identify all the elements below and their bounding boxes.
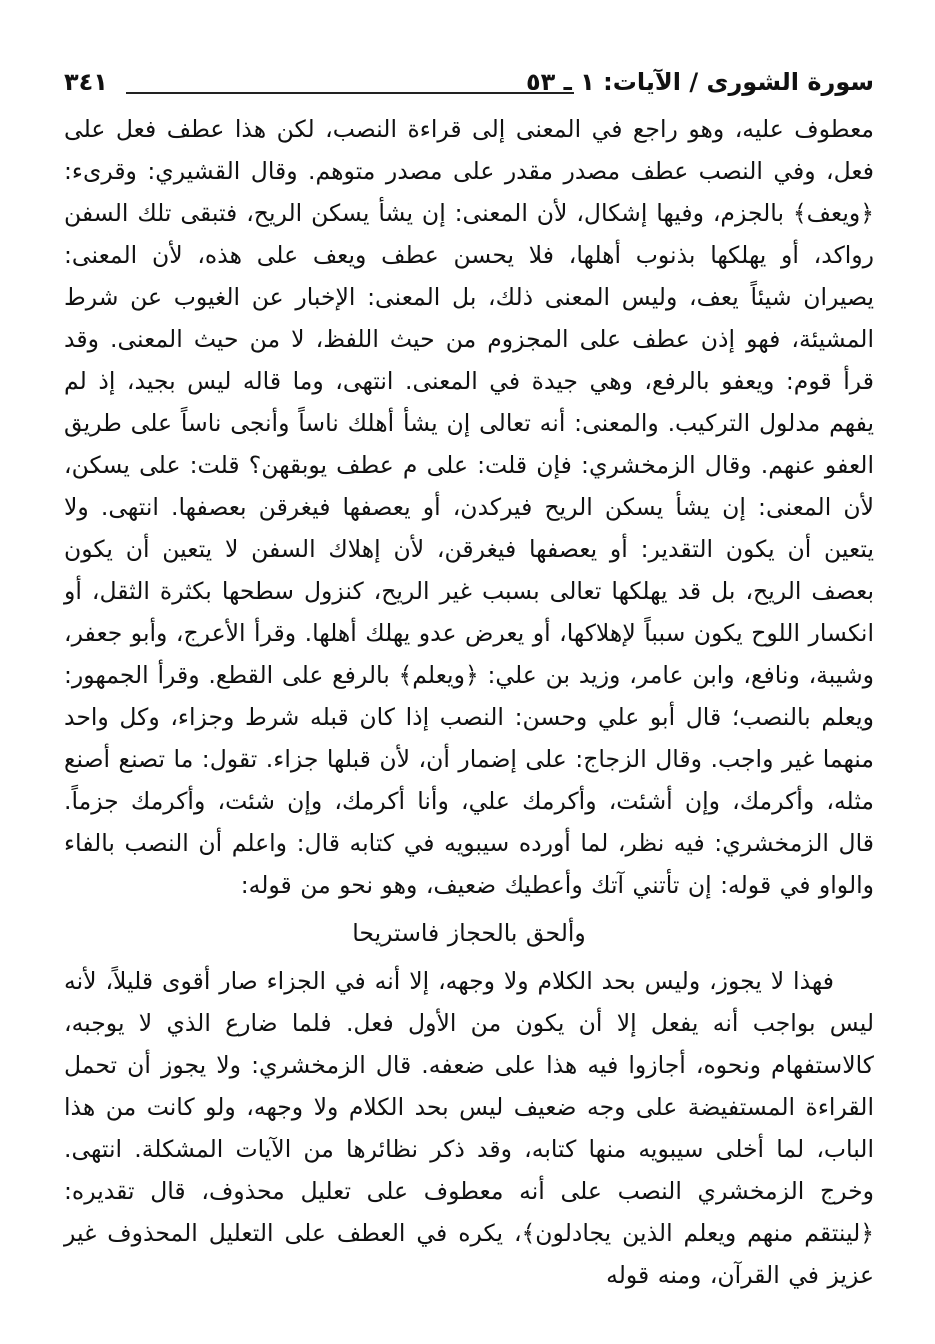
running-header	[64, 62, 874, 108]
book-page	[64, 62, 874, 1292]
poetry-verse: وألحق بالحجاز فاستريحا	[352, 919, 586, 947]
header-title: سورة الشورى / الآيات: ١ ـ ٥٣	[525, 68, 874, 96]
body-text	[64, 108, 874, 1296]
paragraph-2: فهذا لا يجوز، وليس بحد الكلام ولا وجهه، إلا أنه في الجزاء صار أقوى قليلاً، لأنه ليس بواجب أنه يفعل إلا أن يكون من الأول فعل. فلما ضارع الذي لا يوجبه، كالاستفهام ونحوه، أجازوا فيه هذا على ضعفه. قال الزمخشري: ولا يجوز أن تحمل القراءة المستفيضة على وجه ضعيف ليس بحد الكلام ولا وجهه، ولو كانت من هذا الباب، لما أخلى سيبويه منها كتابه، وقد ذكر نظائرها من الآيات المشكلة. انتهى. وخرج الزمخشري النصب على أنه معطوف على تعليل محذوف، قال تقديره: ﴿لينتقم منهم ويعلم الذين يجادلون﴾، يكره في العطف على التعليل المحذوف غير عزيز في القرآن، ومنه قوله	[64, 967, 874, 1289]
page-number: ٣٤١	[64, 68, 108, 96]
paragraph-1: معطوف عليه، وهو راجع في المعنى إلى قراءة النصب، لكن هذا عطف فعل على فعل، وفي النصب عطف مصدر مقدر على مصدر متوهم. وقال القشيري: وقرىء: ﴿ويعف﴾ بالجزم، وفيها إشكال، لأن المعنى: إن يشأ يسكن الريح، فتبقى تلك السفن رواكد، أو يهلكها بذنوب أهلها، فلا يحسن عطف ويعف على هذه، لأن المعنى: يصيران شيئاً يعف، وليس المعنى ذلك، بل المعنى: الإخبار عن الغيوب عن شرط المشيئة، فهو إذن عطف على المجزوم من حيث اللفظ، لا من حيث المعنى. وقد قرأ قوم: ويعفو بالرفع، وهي جيدة في المعنى. انتهى، وما قاله ليس بجيد، إذ لم يفهم مدلول التركيب. والمعنى: أنه تعالى إن يشأ أهلك ناساً وأنجى ناساً على طريق العفو عنهم. وقال الزمخشري: فإن قلت: على م عطف يوبقهن؟ قلت: على يسكن، لأن المعنى: إن يشأ يسكن الريح فيركدن، أو يعصفها فيغرقن بعصفها. انتهى. ولا يتعين أن يكون التقدير: أو يعصفها فيغرقن، لأن إهلاك السفن لا يتعين أن يكون بعصف الريح، بل قد يهلكها تعالى بسبب غير الريح، كنزول سطحها بكثرة الثقل، أو انكسار اللوح يكون سبباً لإهلاكها، أو يعرض عدو يهلك أهلها. وقرأ الأعرج، وأبو جعفر، وشيبة، ونافع، وابن عامر، وزيد بن علي: ﴿ويعلم﴾ بالرفع على القطع. وقرأ الجمهور: ويعلم بالنصب؛ قال أبو علي وحسن: النصب إذا كان قبله شرط وجزاء، وكل واحد منهما غير واجب. وقال الزجاج: على إضمار أن، لأن قبلها جزاء. تقول: ما تصنع أصنع مثله، وأكرمك، وإن أشئت، وأكرمك علي، وأنا أكرمك، وإن شئت، وأكرمك جزماً. قال الزمخشري: فيه نظر، لما أورده سيبويه في كتابه قال: واعلم أن النصب بالفاء والواو في قوله: إن تأتني آتك وأعطيك ضعيف، وهو نحو من قوله:	[64, 115, 874, 899]
header-rule	[126, 92, 574, 94]
